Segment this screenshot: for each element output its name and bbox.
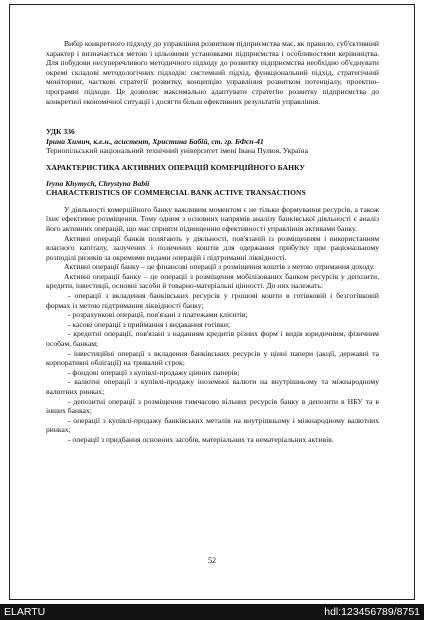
- viewer-footer-bar: [0, 604, 424, 620]
- intro-paragraph: Вибір конкретного підходу до управління розвитком підприємства має, як правило, суб'єктивний характер і визначається метою і цільовими установками підприємства і особливостями керівництва. Для побудови несуперечливого методичного підходу до розвитку підприємства необхідно об'єднувати окремі складові методологічних підходів: системний підхід, функціональний підхід, стратегічний моніторинг, часткові стратегії розвитку, концепцію управління розвитком потенціалу, проектно-програмні підходи. Це дозволяє максимально адаптувати стратегію розвитку підприємства до конкретної економічної ситуації і досягти більш ефективних результатів управління.: [46, 39, 379, 106]
- authors-en: Iryna Khymych, Chrystyna Babii: [46, 178, 150, 188]
- handle-identifier: hdl:123456789/8751: [324, 606, 420, 618]
- paragraph-3: Активні операції банку – це фінансові операції з розміщення коштів з метою отримання доходу.: [64, 262, 375, 272]
- list-item: - операції з купівлі-продажу банківських металів на внутрішньому і міжнародному валютних ринках;: [46, 415, 379, 435]
- list-item: - інвестиційні операції з вкладення банківських ресурсів у цінні папери (акції, державні та корпоративні облігації) на тривалий строк;: [46, 348, 379, 368]
- udk-code: УДК 336: [46, 127, 75, 137]
- title-ua: ХАРАКТЕРИСТИКА АКТИВНИХ ОПЕРАЦІЙ КОМЕРЦІЙНОГО БАНКУ: [46, 162, 305, 172]
- title-en: CHARACTERISTICS OF COMMERCIAL BANK ACTIVE TRANSACTIONS: [46, 188, 306, 198]
- list-item: - депозитні операції з розміщення тимчасово вільних ресурсів банку в депозити в НБУ та в інших банках;: [46, 396, 379, 416]
- affiliation: Тернопільський національний технічний університет імені Івана Пулюя, Україна: [46, 146, 308, 156]
- list-item: - розрахункові операції, пов'язані з платежами клієнтів;: [68, 310, 248, 320]
- paragraph-1: У діяльності комерційного банку важливим моментом є не тільки формування ресурсів, а також їхнє ефективне розміщення. Тому одним з основних напрямів аналізу банківської діяльності є аналіз його активних операцій, що має сприяти підвищенню ефективності управління активами банку.: [46, 204, 379, 233]
- list-item: - фондові операції з купівлі-продажу цінних паперів;: [68, 367, 240, 377]
- repository-name: ELARTU: [4, 606, 46, 618]
- paragraph-4: Активні операції банку – це операції з розміщення мобілізованих банком ресурсів у депозити, кредити, інвестиції, основні засоби й товарно-матеріальні цінності. До них належать:: [46, 271, 379, 291]
- list-item: - кредитні операції, пов'язані з наданням кредитів різних форм і видів юридичним, фізичним особам, банкам;: [46, 329, 379, 349]
- list-item: - касові операції з приймання і видавання готівки;: [68, 319, 231, 329]
- page-content: [46, 39, 379, 445]
- paragraph-2: Активні операції банків полягають у діяльності, пов'язаній із розміщенням і використанням власного капіталу, залучених і позичених коштів для одержання прибутку при раціональному розподілі ризиків за окремими видами операцій і підтриманні ліквідності.: [46, 233, 379, 262]
- list-item: - операції з придбання основних засобів, матеріальних та нематеріальних активів.: [68, 434, 334, 444]
- authors-ua: Ірина Химич, к.е.н., асистент, Христина Бабій, ст. гр. БФсп-41: [46, 136, 264, 146]
- list-item: - валютні операції з купівлі-продажу іноземної валюти на внутрішньому та міжнародному валютних ринках;: [46, 377, 379, 396]
- page-number: 52: [208, 556, 216, 565]
- list-item: - операції з вкладення банківських ресурсів у грошові кошти в готівковій і безготівковій формах із метою підтримання ліквідності банку;: [46, 291, 379, 310]
